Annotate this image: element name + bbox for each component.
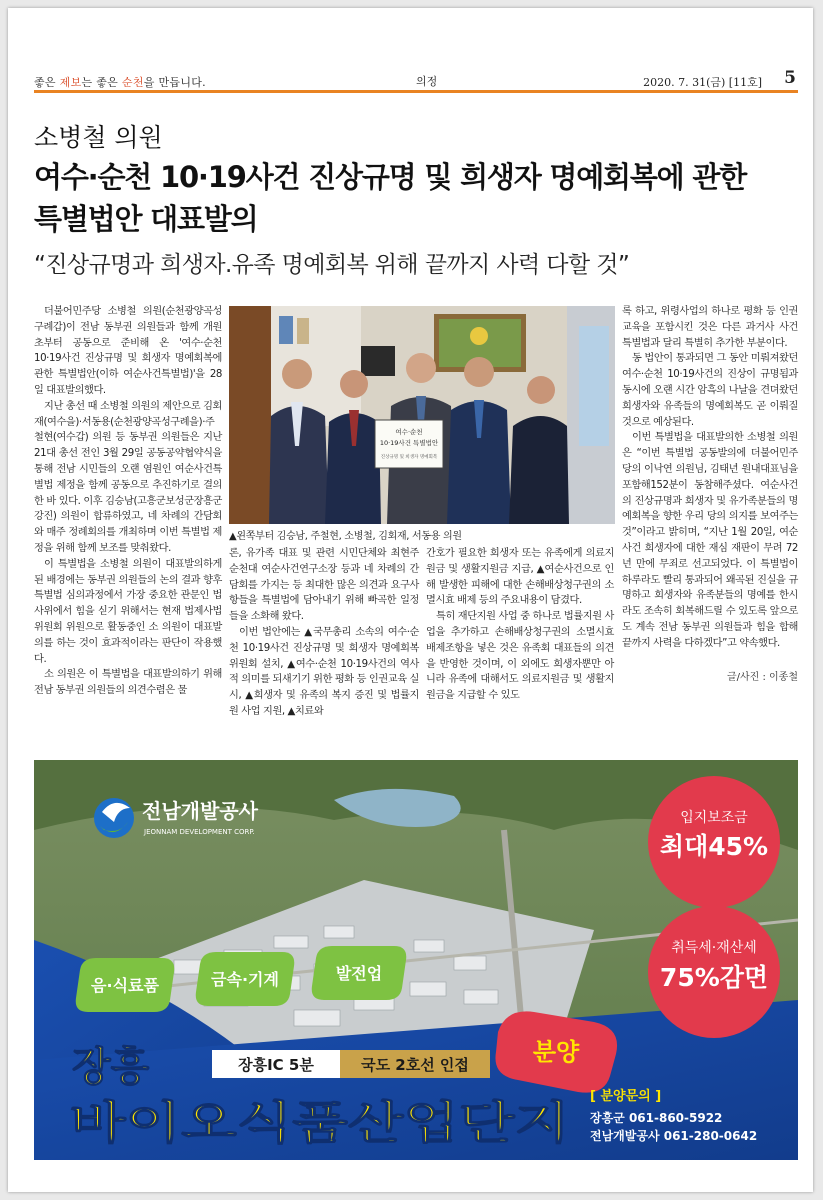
advertisement bbox=[34, 760, 798, 1160]
sign-line-3: 진상규명 및 희생자 명예회복 bbox=[380, 455, 438, 460]
complex-name: 바이오식품산업단지 bbox=[70, 1096, 570, 1149]
industry-food: 음·식료품 bbox=[91, 976, 159, 995]
paragraph: 지난 총선 때 소병철 의원의 제안으로 김회재(여수을)·서동용(순천광양곡성구례을)·주철현(여수갑) 의원 등 동부권 의원들은 지난 21대 총선 전인 3월 29일 공동공약협약식을 통해 전남 시민들의 오랜 염원인 여순사건특별법 제정을 함께 공동으로 추진하기로 결의한 바 있다. 이후 김승남(고흥군보성군장흥군강진) 의원이 합류하였고, 네 차례의 간담회와 매주 정례회의를 개최하며 이번 특별법 제정을 위해 함께 보조를 맞춰왔다. bbox=[34, 400, 222, 554]
contact-jangheung: 장흥군 061-860-5922 bbox=[590, 1111, 723, 1125]
location-road: 국도 2호선 인접 bbox=[361, 1056, 469, 1074]
company-name-en: JEONNAM DEVELOPMENT CORP. bbox=[144, 828, 255, 836]
section-label: 의정 bbox=[416, 75, 438, 88]
header-rule bbox=[34, 90, 798, 93]
page-number: 5 bbox=[784, 68, 796, 88]
reporter-title: 소병철 의원 bbox=[34, 123, 163, 152]
headline-line-1: 여수·순천 10·19사건 진상규명 및 희생자 명예회복에 관한 bbox=[34, 160, 747, 194]
tax-value: 75%감면 bbox=[659, 963, 769, 992]
company-logo bbox=[94, 798, 134, 838]
masthead-slogan: 좋은 제보는 좋은 순천을 만듭니다. bbox=[34, 76, 206, 89]
paragraph: 이 특별법을 소병철 의원이 대표발의하게 된 배경에는 동부권 의원들의 논의 결과 향후 특별법 심의과정에서 가장 중요한 관문인 법사위에서 힘을 싣기 위해서는 현재 법제사법위원회 위원으로 활동중인 소 의원이 대표발의를 하는 것이 효과적이라는 판단이 작용했다. bbox=[34, 558, 222, 665]
group-photo-illustration bbox=[229, 306, 615, 524]
byline: 글/사진 : 이종철 bbox=[726, 672, 798, 683]
subsidy-value: 최대45% bbox=[659, 832, 769, 861]
paragraph: 특히 재단지원 사업 중 하나로 법률지원 사업을 추가하고 손해배상청구권의 소멸시효 배제조항을 넣은 것은 유족회 대표들의 의견을 반영한 것이며, 이 외에도 희생자뿐만 아니라 유족에 대해서도 의료지원금 및 생활지원금을 지급할 수 있도 bbox=[426, 611, 614, 702]
paragraph: 이번 법안에는 ▲국무총리 소속의 여수·순천 10·19사건 진상규명 및 희생자 명예회복위원회 설치, ▲여수·순천 10·19사건의 역사적 의미를 되새기기 위한 평화 등 인권교육 실시, ▲희생자 및 유족의 복지 증진 및 법률지원 사업 지원, ▲치료와 bbox=[229, 626, 419, 717]
tax-badge bbox=[648, 906, 780, 1038]
inquiry-title: [ 분양문의 ] bbox=[590, 1089, 662, 1104]
sign-line-1: 여수·순천 bbox=[395, 428, 423, 436]
article-column-4 bbox=[622, 304, 798, 652]
paragraph: 소 의원은 이 특별법을 대표발의하기 위해 전남 동부권 의원들의 의견수렴은 물 bbox=[34, 669, 222, 697]
article-column-1 bbox=[34, 304, 222, 699]
bill-sign bbox=[375, 420, 443, 468]
paragraph: 록 하고, 위령사업의 하나로 평화 등 인권교육을 포함시킨 것은 다른 과거사 사건 특별법과 달리 특별히 추가한 부분이다. bbox=[622, 306, 798, 349]
headline-line-2: 특별법안 대표발의 bbox=[34, 202, 258, 236]
location-ic: 장흥IC 5분 bbox=[238, 1056, 314, 1074]
photo-caption: ▲왼쪽부터 김승남, 주철현, 소병철, 김회재, 서동용 의원 bbox=[229, 531, 462, 542]
newspaper-page bbox=[8, 8, 813, 1192]
issue-date: 2020. 7. 31(금) [11호] bbox=[643, 76, 762, 89]
headline bbox=[34, 156, 798, 240]
location-tags bbox=[212, 1050, 490, 1078]
sign-line-2: 10·19사건 특별법안 bbox=[379, 439, 439, 447]
article-photo bbox=[229, 306, 615, 524]
article-column-2 bbox=[229, 546, 419, 720]
contact-jeonnam: 전남개발공사 061-280-0642 bbox=[590, 1129, 758, 1143]
subsidy-badge bbox=[648, 776, 780, 908]
subsidy-label: 입지보조금 bbox=[680, 810, 748, 826]
subheadline: “진상규명과 희생자.유족 명예회복 위해 끝까지 사력 다할 것” bbox=[34, 252, 630, 278]
industry-power: 발전업 bbox=[335, 964, 383, 983]
paragraph: 간호가 필요한 희생자 또는 유족에게 의료지원금 및 생활지원금 지급, ▲여순사건으로 인해 발생한 피해에 대한 손해배상청구권의 소멸시효 배제 등의 주요내용이 담겼다. bbox=[426, 548, 614, 607]
ad-banner bbox=[34, 760, 798, 1160]
region-name: 장흥 bbox=[72, 1044, 150, 1090]
sale-label: 분양 bbox=[532, 1038, 580, 1066]
paragraph: 이번 특별법을 대표발의한 소병철 의원은 “이번 특별법 공동발의에 더불어민주당의 이낙연 의원님, 김태년 원내대표님을 포함해152분이 동참해주셨다. 여순사건의 진상규명과 희생자 및 유가족분들의 명예회복을 향한 우리 당의 의지를 보여주는 것”이라고 밝히며, “지난 1월 20일, 여순사건 희생자에 대한 재심 재판이 무려 72년 만에 무죄로 선고되었다. 이 특별법이 하루라도 빨리 통과되어 왜곡된 진실을 규명하고 희생자와 유족분들의 명예를 한시라도 조속히 회복해드릴 수 있도록 앞으로도 계속 전남 동부권 의원들과 힘을 합해 끝까지 사력을 다하겠다”고 약속했다. bbox=[622, 432, 798, 649]
paragraph: 론, 유가족 대표 및 관련 시민단체와 최현주 순천대 여순사건연구소장 등과 네 차례의 간담회를 가지는 등 최대한 많은 의견과 요구사항들을 특별법에 담아내기 위해 빠곡한 일정들을 소화해 왔다. bbox=[229, 548, 419, 623]
tax-label: 취득세·재산세 bbox=[671, 940, 757, 956]
paragraph: 동 법안이 통과되면 그 동안 미뤄져왔던 여수·순천 10·19사건의 진상이 규명됨과 동시에 오랜 시간 암흑의 나날을 견뎌왔던 희생자와 유족들의 명예회복도 곧 이뤄질 것으로 예상된다. bbox=[622, 353, 798, 428]
page-header bbox=[34, 70, 798, 90]
industry-metal: 금속·기계 bbox=[211, 970, 279, 989]
company-name: 전남개발공사 bbox=[142, 799, 258, 823]
paragraph: 더불어민주당 소병철 의원(순천광양곡성구례갑)이 전남 동부권 의원들과 함께 개원 초부터 공동으로 준비해 온 '여수·순천 10·19사건 진상규명 및 희생자 명예회복에 관한 특별법안(이하 여순사건특별법)'을 28일 대표발의했다. bbox=[34, 306, 222, 396]
article-column-3 bbox=[426, 546, 614, 704]
